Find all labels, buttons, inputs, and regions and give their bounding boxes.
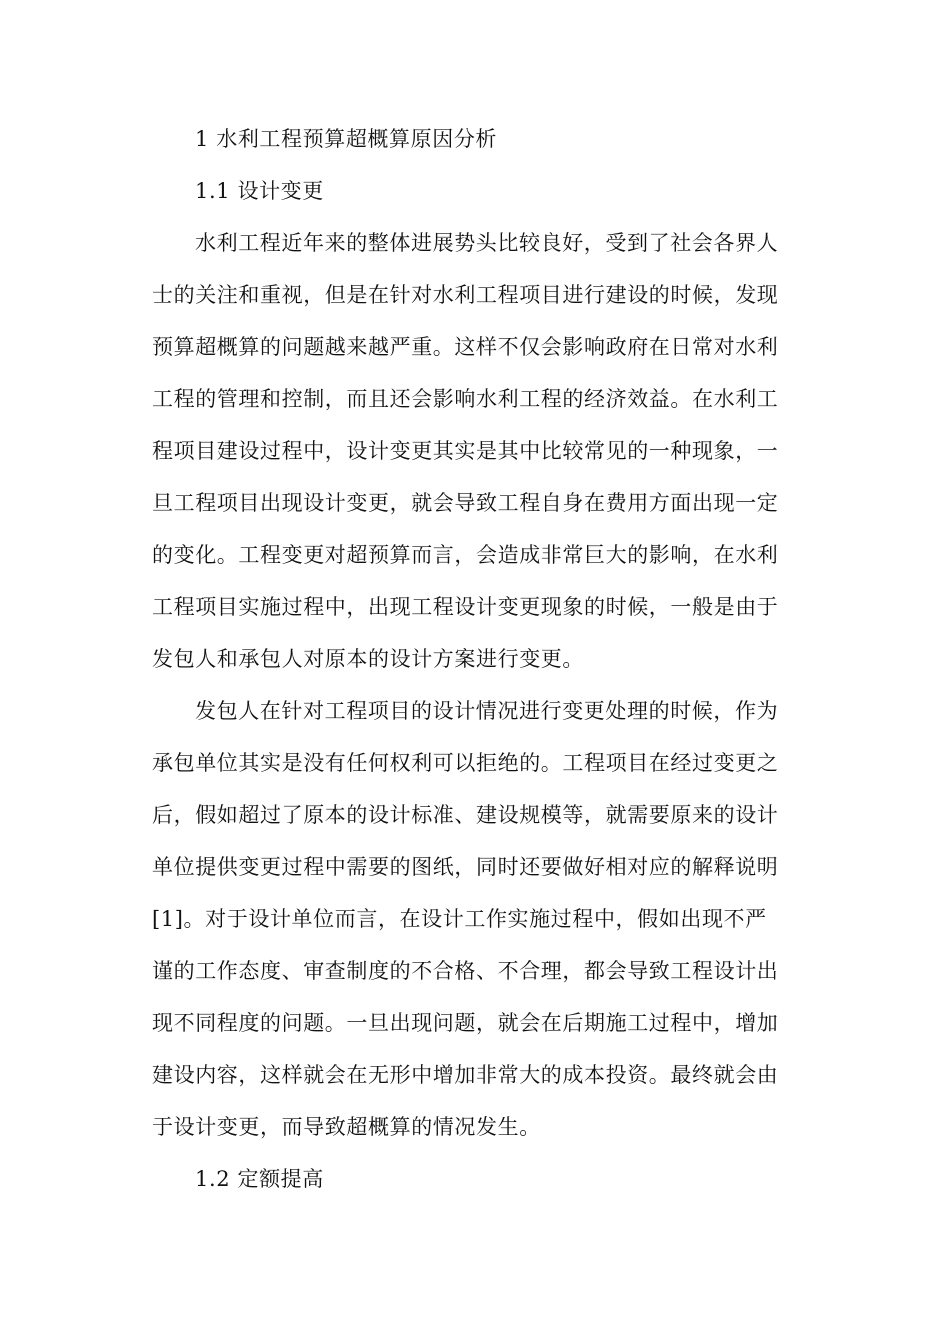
paragraph-line: 承包单位其实是没有任何权利可以拒绝的。工程项目在经过变更之 [152, 751, 779, 775]
paragraph-line: [1]。对于设计单位而言，在设计工作实施过程中，假如出现不严 [152, 907, 767, 931]
paragraph-line: 现不同程度的问题。一旦出现问题，就会在后期施工过程中，增加 [152, 1011, 779, 1035]
paragraph-line: 预算超概算的问题越来越严重。这样不仅会影响政府在日常对水利 [152, 335, 779, 359]
paragraph-line: 程项目建设过程中，设计变更其实是其中比较常见的一种现象，一 [152, 439, 779, 463]
paragraph-line: 的变化。工程变更对超预算而言，会造成非常巨大的影响，在水利 [152, 543, 779, 567]
paragraph-line: 发包人在针对工程项目的设计情况进行变更处理的时候，作为 [195, 699, 779, 723]
paragraph-line: 谨的工作态度、审查制度的不合格、不合理，都会导致工程设计出 [152, 959, 779, 983]
paragraph-line: 于设计变更，而导致超概算的情况发生。 [152, 1115, 541, 1139]
subsection-heading: 1.2 定额提高 [195, 1167, 324, 1191]
section-heading: 1 水利工程预算超概算原因分析 [195, 127, 498, 151]
paragraph-line: 后，假如超过了原本的设计标准、建设规模等，就需要原来的设计 [152, 803, 779, 827]
paragraph-line: 发包人和承包人对原本的设计方案进行变更。 [152, 647, 584, 671]
paragraph-line: 士的关注和重视，但是在针对水利工程项目进行建设的时候，发现 [152, 283, 779, 307]
subsection-heading: 1.1 设计变更 [195, 179, 324, 203]
paragraph-line: 工程项目实施过程中，出现工程设计变更现象的时候，一般是由于 [152, 595, 779, 619]
paragraph-line: 旦工程项目出现设计变更，就会导致工程自身在费用方面出现一定 [152, 491, 779, 515]
paragraph-line: 建设内容，这样就会在无形中增加非常大的成本投资。最终就会由 [152, 1063, 779, 1087]
paragraph-line: 单位提供变更过程中需要的图纸，同时还要做好相对应的解释说明 [152, 855, 779, 879]
paragraph-line: 工程的管理和控制，而且还会影响水利工程的经济效益。在水利工 [152, 387, 779, 411]
paragraph-line: 水利工程近年来的整体进展势头比较良好，受到了社会各界人 [195, 231, 779, 255]
